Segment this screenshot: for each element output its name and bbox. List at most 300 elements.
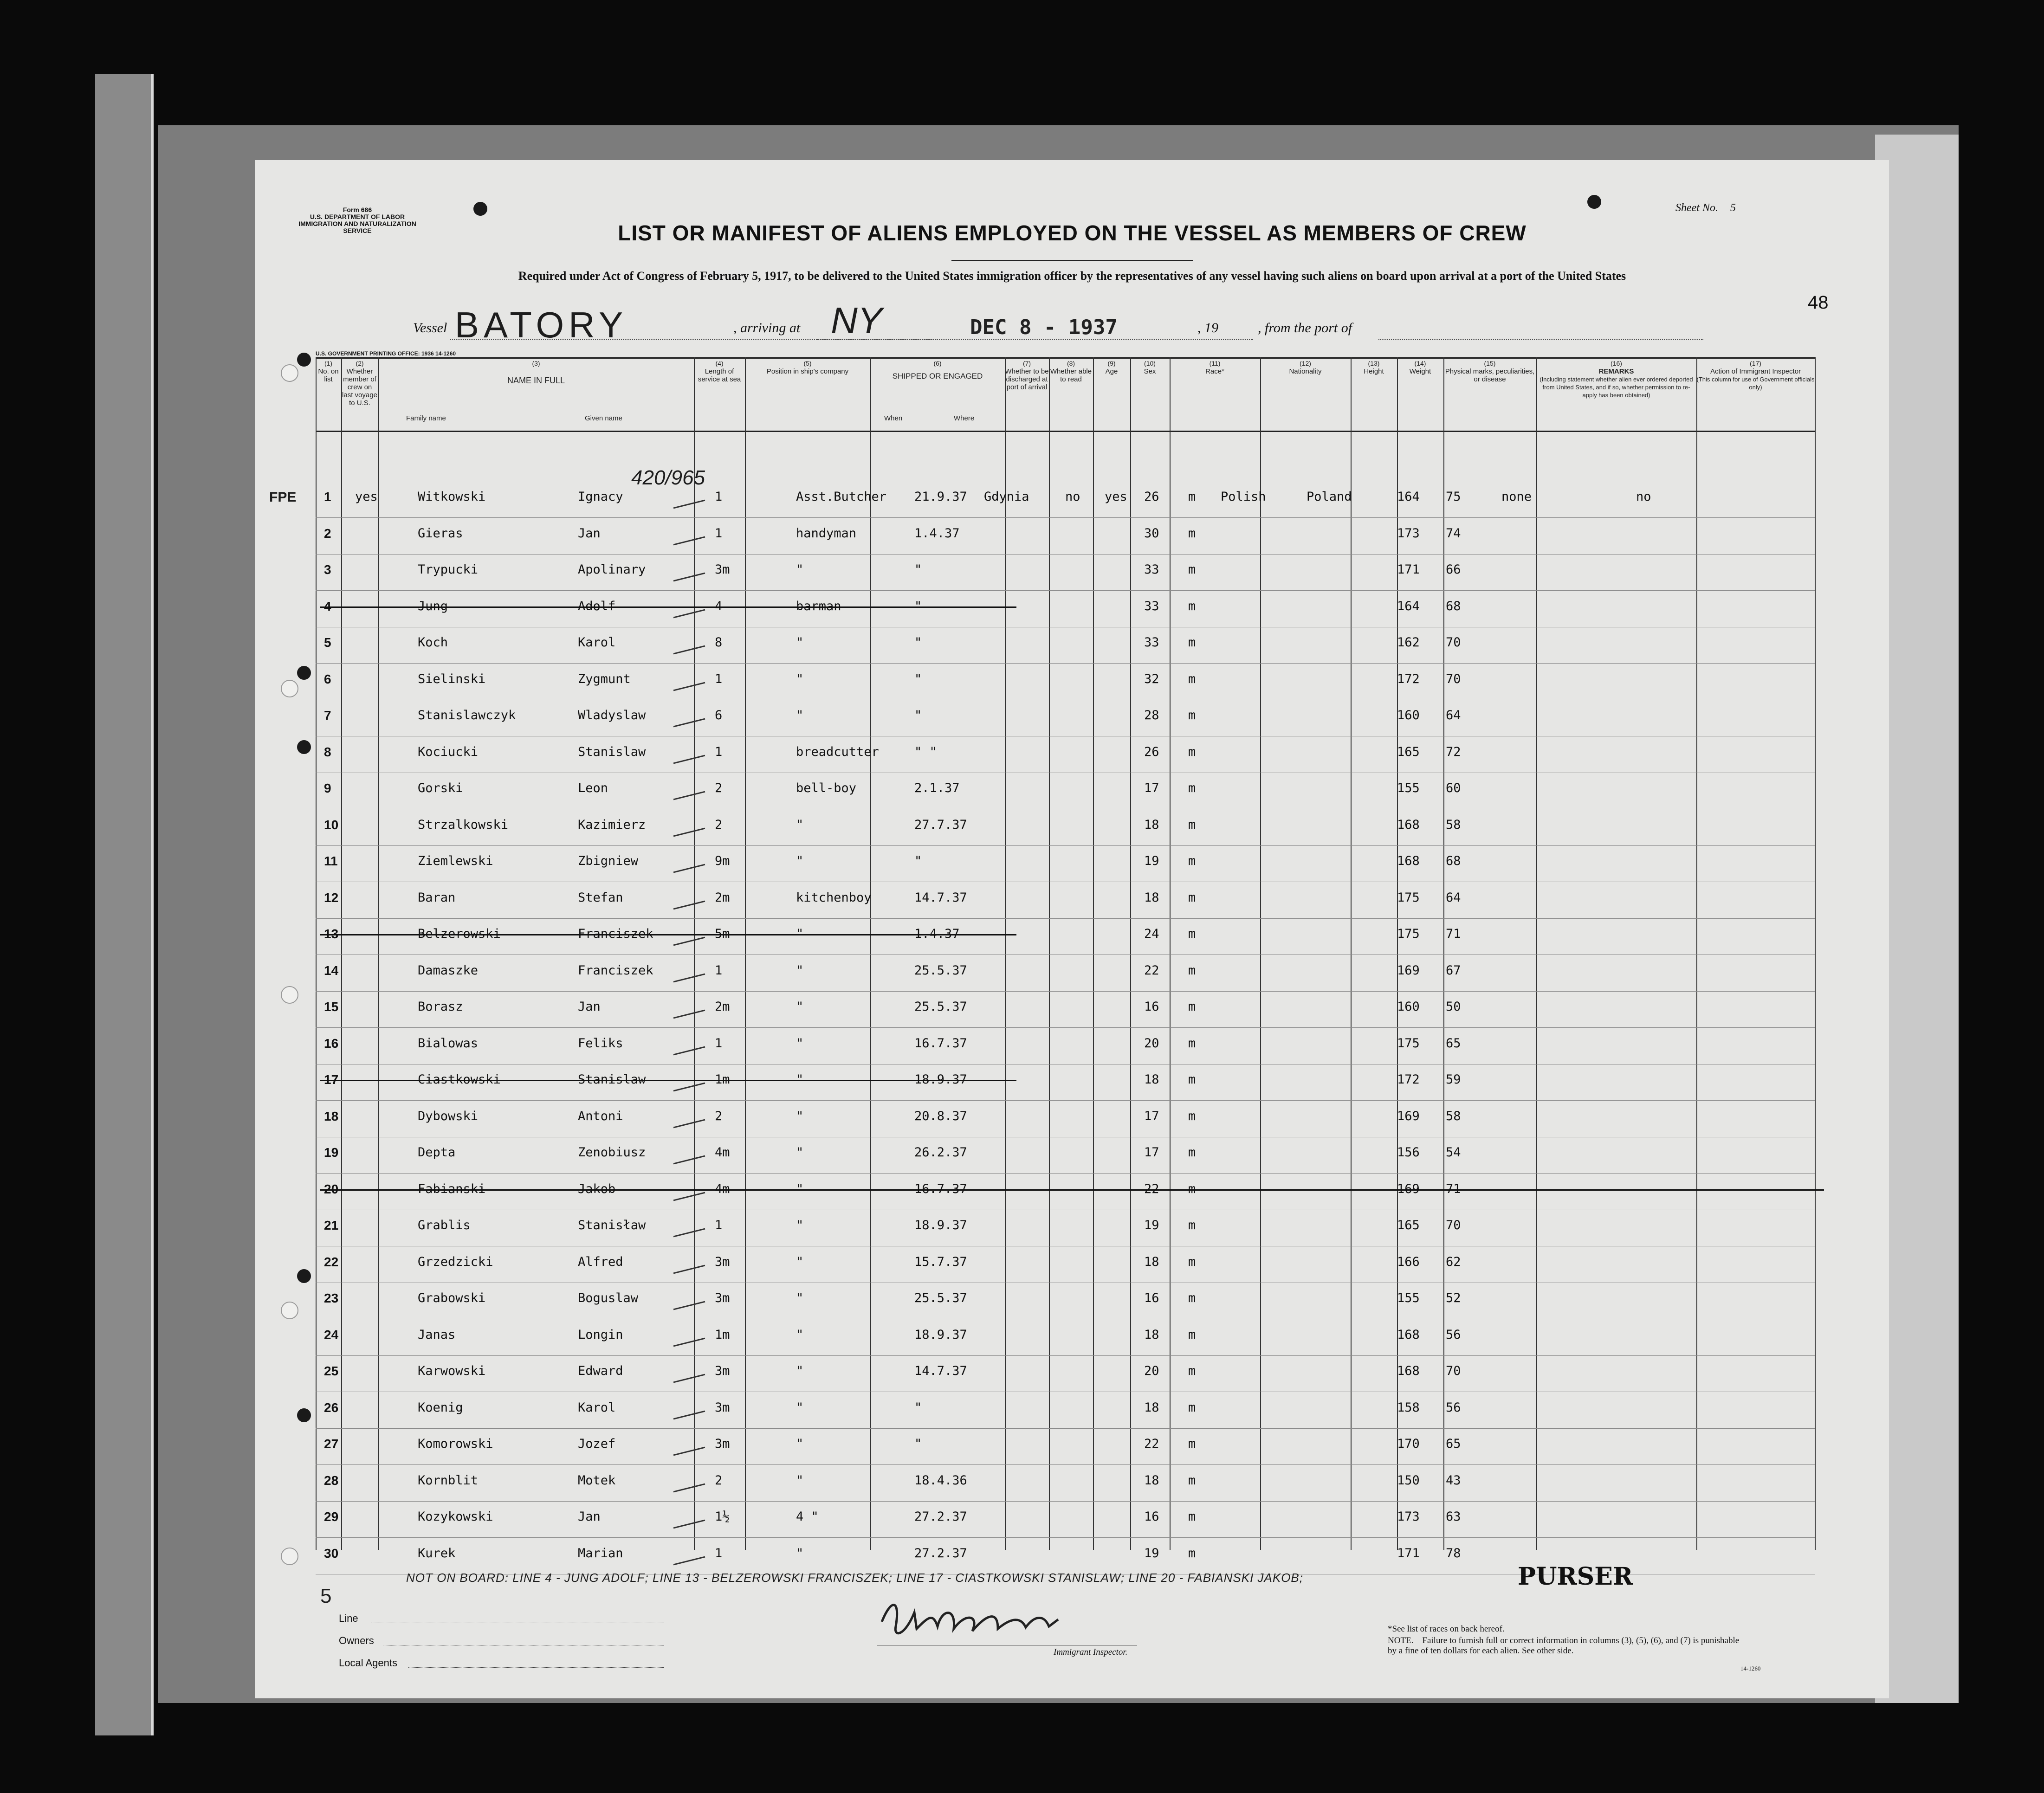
given-name-cell: Feliks (578, 1036, 623, 1051)
position-cell: handyman (796, 526, 857, 541)
column-divider (1049, 357, 1050, 1550)
check-mark (673, 1520, 705, 1529)
service-length-cell: 8 (715, 635, 723, 650)
height-cell: 175 (1397, 890, 1420, 905)
manifest-page (255, 160, 1889, 1698)
age-cell: 18 (1144, 817, 1159, 832)
age-cell: 24 (1144, 927, 1159, 941)
shipped-date-cell: 14.7.37 (914, 1364, 967, 1378)
sex-cell: m (1188, 890, 1196, 905)
row-rule (316, 1428, 1815, 1429)
rivet-hole (297, 1269, 311, 1283)
height-cell: 155 (1397, 781, 1420, 795)
age-cell: 32 (1144, 671, 1159, 686)
weight-cell: 70 (1446, 1218, 1461, 1232)
height-cell: 166 (1397, 1254, 1420, 1269)
service-length-cell: 1 (715, 1546, 723, 1561)
position-cell: bell-boy (796, 781, 857, 795)
weight-cell: 59 (1446, 1072, 1461, 1087)
discharged-cell: no (1065, 490, 1080, 504)
service-length-cell: 2 (715, 1109, 723, 1123)
printing-office-imprint: U.S. GOVERNMENT PRINTING OFFICE: 1936 14-1260 (316, 350, 456, 357)
position-cell: " (796, 1327, 804, 1342)
sex-cell: m (1188, 1036, 1196, 1051)
sex-cell: m (1188, 1072, 1196, 1087)
row-rule (316, 1501, 1815, 1502)
sex-cell: m (1188, 599, 1196, 613)
given-name-cell: Antoni (578, 1109, 623, 1123)
weight-cell: 66 (1446, 562, 1461, 577)
sex-cell: m (1188, 927, 1196, 941)
sex-cell: m (1188, 1437, 1196, 1451)
position-cell: " (796, 671, 804, 686)
service-length-cell: 1 (715, 1036, 723, 1051)
shipped-date-cell: 18.9.37 (914, 1072, 967, 1087)
check-mark (673, 1264, 705, 1274)
weight-cell: 62 (1446, 1254, 1461, 1269)
row-rule (316, 1100, 1815, 1101)
service-length-cell: 1 (715, 490, 723, 504)
agents-fill (408, 1667, 664, 1668)
service-length-cell: 2m (715, 890, 730, 905)
shipped-date-cell: " (914, 599, 922, 613)
check-mark (673, 1010, 705, 1019)
height-cell: 173 (1397, 526, 1420, 541)
header-nationality: (12) Nationality (1289, 360, 1322, 375)
service-length-cell: 3m (715, 1291, 730, 1305)
weight-cell: 67 (1446, 963, 1461, 978)
position-cell: " (796, 562, 804, 577)
check-mark (673, 645, 705, 655)
header-remarks: (16) REMARKS (Including statement whether alien ever ordered deported from United States, and if so, whether permission to re-apply has been obtained) (1539, 360, 1693, 399)
weight-cell: 43 (1446, 1473, 1461, 1488)
column-divider (1696, 357, 1697, 1550)
given-name-cell: Karol (578, 1400, 616, 1415)
weight-cell: 70 (1446, 635, 1461, 650)
position-cell: " (796, 1000, 804, 1014)
age-cell: 19 (1144, 854, 1159, 868)
column-divider (1351, 357, 1352, 1550)
vessel-label: Vessel (413, 320, 447, 335)
shipped-date-cell: 20.8.37 (914, 1109, 967, 1123)
position-cell: " (796, 963, 804, 978)
check-mark (673, 1192, 705, 1201)
position-cell: " (796, 1473, 804, 1488)
sheet-mark: 5 (320, 1585, 332, 1607)
weight-cell: 74 (1446, 526, 1461, 541)
age-cell: 33 (1144, 562, 1159, 577)
race-cell: Polish (1221, 490, 1266, 504)
row-number: 6 (324, 671, 331, 686)
position-cell: " (796, 927, 804, 941)
given-name-cell: Franciszek (578, 963, 653, 978)
header-race: (11) Race* (1205, 360, 1224, 375)
year-label: , 19 (1197, 320, 1218, 335)
service-length-cell: 2 (715, 1473, 723, 1488)
height-cell: 170 (1397, 1437, 1420, 1451)
height-cell: 172 (1397, 671, 1420, 686)
row-rule (316, 663, 1815, 664)
family-name-cell: Sielinski (418, 671, 486, 686)
shipped-date-cell: 18.9.37 (914, 1327, 967, 1342)
arriving-label: , arriving at (733, 320, 801, 335)
shipped-date-cell: 16.7.37 (914, 1181, 967, 1196)
given-name-cell: Jan (578, 1000, 601, 1014)
penalty-note: NOTE.—Failure to furnish full or correct information in columns (3), (5), (6), and (7) is punishable by a fine of ten dollars for each alien. See other side. (1388, 1636, 1740, 1656)
not-on-board-note: NOT ON BOARD: LINE 4 - JUNG ADOLF; LINE 13 - BELZEROWSKI FRANCISZEK; LINE 17 - CIASTKOWSKI STANISLAW; LINE 20 - FABIANSKI JAKOB; (406, 1571, 1303, 1585)
given-name-cell: Longin (578, 1327, 623, 1342)
column-divider (1443, 357, 1444, 1550)
arrival-port: NY (831, 300, 883, 341)
row-rule (316, 1355, 1815, 1356)
given-name-cell: Ignacy (578, 490, 623, 504)
sex-cell: m (1188, 1109, 1196, 1123)
column-divider (341, 357, 342, 1550)
family-name-cell: Depta (418, 1145, 456, 1160)
underlying-sheet-edge (95, 74, 154, 1735)
height-cell: 168 (1397, 817, 1420, 832)
height-cell: 160 (1397, 708, 1420, 722)
header-age: (9) Age (1105, 360, 1118, 375)
page-subtitle: Required under Act of Congress of February 5, 1917, to be delivered to the United States immigration officer by the representatives of any vessel having such aliens on board upon arrival at a port of the United States (518, 269, 1626, 283)
given-name-cell: Apolinary (578, 562, 646, 577)
weight-cell: 78 (1446, 1546, 1461, 1561)
row-number: 15 (324, 1000, 339, 1014)
header-read: (8) Whether able to read (1050, 360, 1092, 383)
from-port-label: , from the port of (1258, 320, 1352, 335)
service-length-cell: 9m (715, 854, 730, 868)
row-number: 29 (324, 1509, 339, 1524)
from-port-fill-line (1378, 339, 1703, 340)
check-mark (673, 900, 705, 909)
binding-hole (281, 986, 298, 1004)
inspector-signature (873, 1594, 1067, 1645)
row-rule (316, 845, 1815, 846)
age-cell: 19 (1144, 1546, 1159, 1561)
form-code: 14-1260 (1740, 1665, 1761, 1672)
given-name-cell: Jakob (578, 1181, 616, 1196)
sex-cell: m (1188, 1218, 1196, 1232)
given-name-cell: Jan (578, 1509, 601, 1524)
weight-cell: 75 (1446, 490, 1461, 504)
service-length-cell: 4 (715, 599, 723, 613)
age-cell: 17 (1144, 1145, 1159, 1160)
age-cell: 17 (1144, 1109, 1159, 1123)
row-strikethrough (320, 1080, 1016, 1081)
sex-cell: m (1188, 1291, 1196, 1305)
header-height: (13) Height (1364, 360, 1384, 375)
family-name-cell: Koenig (418, 1400, 463, 1415)
row-number: 13 (324, 927, 339, 941)
service-length-cell: 1½ (715, 1509, 730, 1524)
height-cell: 158 (1397, 1400, 1420, 1415)
age-cell: 17 (1144, 781, 1159, 795)
weight-cell: 68 (1446, 854, 1461, 868)
rivet-hole (297, 666, 311, 680)
given-name-cell: Stanislaw (578, 1072, 646, 1087)
height-cell: 168 (1397, 854, 1420, 868)
service-length-cell: 3m (715, 1364, 730, 1378)
position-cell: " (796, 1254, 804, 1269)
position-cell: " (796, 708, 804, 722)
height-cell: 164 (1397, 599, 1420, 613)
rivet-hole (297, 740, 311, 754)
row-number: 11 (324, 854, 338, 868)
height-cell: 160 (1397, 1000, 1420, 1014)
check-mark (673, 573, 705, 582)
column-divider (1260, 357, 1261, 1550)
header-shipped: (6) SHIPPED OR ENGAGED When Where (884, 360, 983, 422)
shipped-date-cell: 27.2.37 (914, 1546, 967, 1561)
family-name-cell: Grablis (418, 1218, 471, 1232)
age-cell: 19 (1144, 1218, 1159, 1232)
service-length-cell: 3m (715, 1400, 730, 1415)
check-mark (673, 973, 705, 982)
column-divider (1130, 357, 1131, 1550)
position-cell: " (796, 1437, 804, 1451)
family-name-cell: Kornblit (418, 1473, 479, 1488)
header-crew: (2) Whether member of crew on last voyage to U.S. (342, 360, 377, 407)
family-name-cell: Kozykowski (418, 1509, 493, 1524)
given-name-cell: Jan (578, 526, 601, 541)
height-cell: 175 (1397, 927, 1420, 941)
service-length-cell: 3m (715, 1254, 730, 1269)
row-rule (316, 1173, 1815, 1174)
family-name-cell: Ziemlewski (418, 854, 493, 868)
sex-cell: m (1188, 1400, 1196, 1415)
shipped-date-cell: 25.5.37 (914, 963, 967, 978)
sheet-number-label: Sheet No. (1675, 202, 1718, 214)
row-rule (316, 991, 1815, 992)
family-name-cell: Strzalkowski (418, 817, 509, 832)
sex-cell: m (1188, 744, 1196, 759)
height-cell: 155 (1397, 1291, 1420, 1305)
shipped-date-cell: " (914, 562, 922, 577)
service-length-cell: 3m (715, 1437, 730, 1451)
shipped-date-cell: 1.4.37 (914, 526, 960, 541)
family-name-cell: Borasz (418, 1000, 463, 1014)
vessel-name: BATORY (455, 304, 628, 345)
age-cell: 18 (1144, 1254, 1159, 1269)
height-cell: 168 (1397, 1327, 1420, 1342)
column-header-band (316, 357, 1815, 432)
service-length-cell: 1 (715, 526, 723, 541)
family-name-cell: Stanislawczyk (418, 708, 516, 722)
row-number: 20 (324, 1181, 339, 1196)
age-cell: 20 (1144, 1036, 1159, 1051)
check-mark (673, 1556, 705, 1565)
department-name: U.S. DEPARTMENT OF LABOR (310, 213, 405, 220)
sex-cell: m (1188, 1509, 1196, 1524)
weight-cell: 71 (1446, 927, 1461, 941)
weight-cell: 64 (1446, 708, 1461, 722)
age-cell: 18 (1144, 1473, 1159, 1488)
age-cell: 16 (1144, 1291, 1159, 1305)
rivet-hole (297, 353, 311, 367)
service-length-cell: 1 (715, 671, 723, 686)
weight-cell: 65 (1446, 1437, 1461, 1451)
age-cell: 26 (1144, 490, 1159, 504)
age-cell: 18 (1144, 890, 1159, 905)
position-cell: " (796, 1546, 804, 1561)
height-cell: 172 (1397, 1072, 1420, 1087)
family-name-cell: Baran (418, 890, 456, 905)
position-cell: " (796, 1072, 804, 1087)
file-number: 420/965 (631, 466, 705, 489)
age-cell: 18 (1144, 1400, 1159, 1415)
shipped-date-cell: 15.7.37 (914, 1254, 967, 1269)
shipped-date-cell: 14.7.37 (914, 890, 967, 905)
age-cell: 28 (1144, 708, 1159, 722)
position-cell: " (796, 1145, 804, 1160)
family-name-cell: Fabianski (418, 1181, 486, 1196)
row-number: 14 (324, 963, 339, 978)
check-mark (673, 755, 705, 764)
header-no: (1) No. on list (318, 360, 339, 383)
binding-hole (281, 680, 298, 697)
physical-marks-cell: none (1501, 490, 1532, 504)
row-number: 30 (324, 1546, 339, 1561)
family-name-cell: Belzerowski (418, 927, 501, 941)
inspector-label: Immigrant Inspector. (1054, 1647, 1128, 1657)
sex-cell: m (1188, 1181, 1196, 1196)
sex-cell: m (1188, 1000, 1196, 1014)
races-note: *See list of races on back hereof. (1388, 1624, 1505, 1634)
shipped-date-cell: 16.7.37 (914, 1036, 967, 1051)
row-number: 1 (324, 490, 331, 504)
margin-mark: FPE (269, 490, 297, 505)
given-name-cell: Stanisław (578, 1218, 646, 1232)
age-cell: 20 (1144, 1364, 1159, 1378)
service-length-cell: 1m (715, 1327, 730, 1342)
given-name-cell: Zbigniew (578, 854, 639, 868)
check-mark (673, 1119, 705, 1128)
service-length-cell: 4m (715, 1181, 730, 1196)
given-name-cell: Adolf (578, 599, 616, 613)
row-rule (316, 517, 1815, 518)
check-mark (673, 791, 705, 800)
arrival-date-stamp: DEC 8 - 1937 (970, 316, 1118, 339)
shipped-date-cell: 2.1.37 (914, 781, 960, 795)
shipped-date-cell: 25.5.37 (914, 1291, 967, 1305)
check-mark (673, 1301, 705, 1310)
shipped-date-cell: " " (914, 744, 937, 759)
age-cell: 26 (1144, 744, 1159, 759)
purser-title: PURSER (1518, 1562, 1633, 1591)
sex-cell: m (1188, 708, 1196, 722)
given-name-cell: Marian (578, 1546, 623, 1561)
family-name-cell: Kociucki (418, 744, 479, 759)
check-mark (673, 1337, 705, 1347)
row-number: 5 (324, 635, 331, 650)
age-cell: 33 (1144, 599, 1159, 613)
given-name-cell: Motek (578, 1473, 616, 1488)
column-divider (745, 357, 746, 1550)
given-name-cell: Jozef (578, 1437, 616, 1451)
weight-cell: 50 (1446, 1000, 1461, 1014)
check-mark (673, 536, 705, 545)
row-number: 7 (324, 708, 331, 722)
shipped-date-cell: 25.5.37 (914, 1000, 967, 1014)
column-divider (1536, 357, 1537, 1550)
check-mark (673, 937, 705, 946)
height-cell: 169 (1397, 1109, 1420, 1123)
check-mark (673, 1410, 705, 1419)
family-name-cell: Janas (418, 1327, 456, 1342)
position-cell: " (796, 1218, 804, 1232)
given-name-cell: Karol (578, 635, 616, 650)
sex-cell: m (1188, 1473, 1196, 1488)
column-divider (870, 357, 871, 1550)
page-number: 48 (1808, 292, 1829, 313)
family-name-cell: Damaszke (418, 963, 479, 978)
given-name-cell: Alfred (578, 1254, 623, 1269)
age-cell: 33 (1144, 635, 1159, 650)
weight-cell: 56 (1446, 1327, 1461, 1342)
crew-cell: yes (355, 490, 378, 504)
shipped-date-cell: 18.9.37 (914, 1218, 967, 1232)
row-rule (316, 590, 1815, 591)
row-number: 12 (324, 890, 339, 905)
shipped-date-cell: 1.4.37 (914, 927, 960, 941)
row-strikethrough (320, 1189, 1824, 1191)
family-name-cell: Gorski (418, 781, 463, 795)
header-discharged: (7) Whether to be discharged at port of arrival (1005, 360, 1049, 391)
family-name-cell: Karwowski (418, 1364, 486, 1378)
weight-cell: 56 (1446, 1400, 1461, 1415)
weight-cell: 63 (1446, 1509, 1461, 1524)
service-length-cell: 1 (715, 963, 723, 978)
row-number: 17 (324, 1072, 339, 1087)
check-mark (673, 1155, 705, 1165)
position-cell: " (796, 1109, 804, 1123)
check-mark (673, 1228, 705, 1238)
age-cell: 16 (1144, 1509, 1159, 1524)
age-cell: 18 (1144, 1072, 1159, 1087)
check-mark (673, 1447, 705, 1456)
row-number: 4 (324, 599, 331, 613)
sex-cell: m (1188, 526, 1196, 541)
header-physical: (15) Physical marks, peculiarities, or disease (1445, 360, 1535, 383)
header-weight: (14) Weight (1409, 360, 1431, 375)
shipped-date-cell: " (914, 1437, 922, 1451)
row-strikethrough (320, 934, 1016, 935)
given-name-cell: Franciszek (578, 927, 653, 941)
sex-cell: m (1188, 490, 1196, 504)
family-name-cell: Trypucki (418, 562, 479, 577)
position-cell: " (796, 854, 804, 868)
weight-cell: 70 (1446, 1364, 1461, 1378)
header-sex: (10) Sex (1144, 360, 1156, 375)
sheet-number (1675, 202, 1736, 214)
header-action: (17) Action of Immigrant Inspector (This column for use of Government officials only) (1696, 360, 1815, 391)
service-length-cell: 5m (715, 927, 730, 941)
row-number: 24 (324, 1327, 339, 1342)
service-length-cell: 3m (715, 562, 730, 577)
family-name-cell: Grzedzicki (418, 1254, 493, 1269)
row-number: 10 (324, 817, 339, 832)
weight-cell: 54 (1446, 1145, 1461, 1160)
service-length-cell: 2m (715, 1000, 730, 1014)
shipped-date-cell: 21.9.37 (914, 490, 967, 504)
position-cell: " (796, 1181, 804, 1196)
column-divider (694, 357, 695, 1550)
column-divider (1170, 357, 1171, 1550)
given-name-cell: Zygmunt (578, 671, 631, 686)
age-cell: 18 (1144, 1327, 1159, 1342)
row-rule (316, 1464, 1815, 1465)
header-position: (5) Position in ship's company (766, 360, 849, 375)
